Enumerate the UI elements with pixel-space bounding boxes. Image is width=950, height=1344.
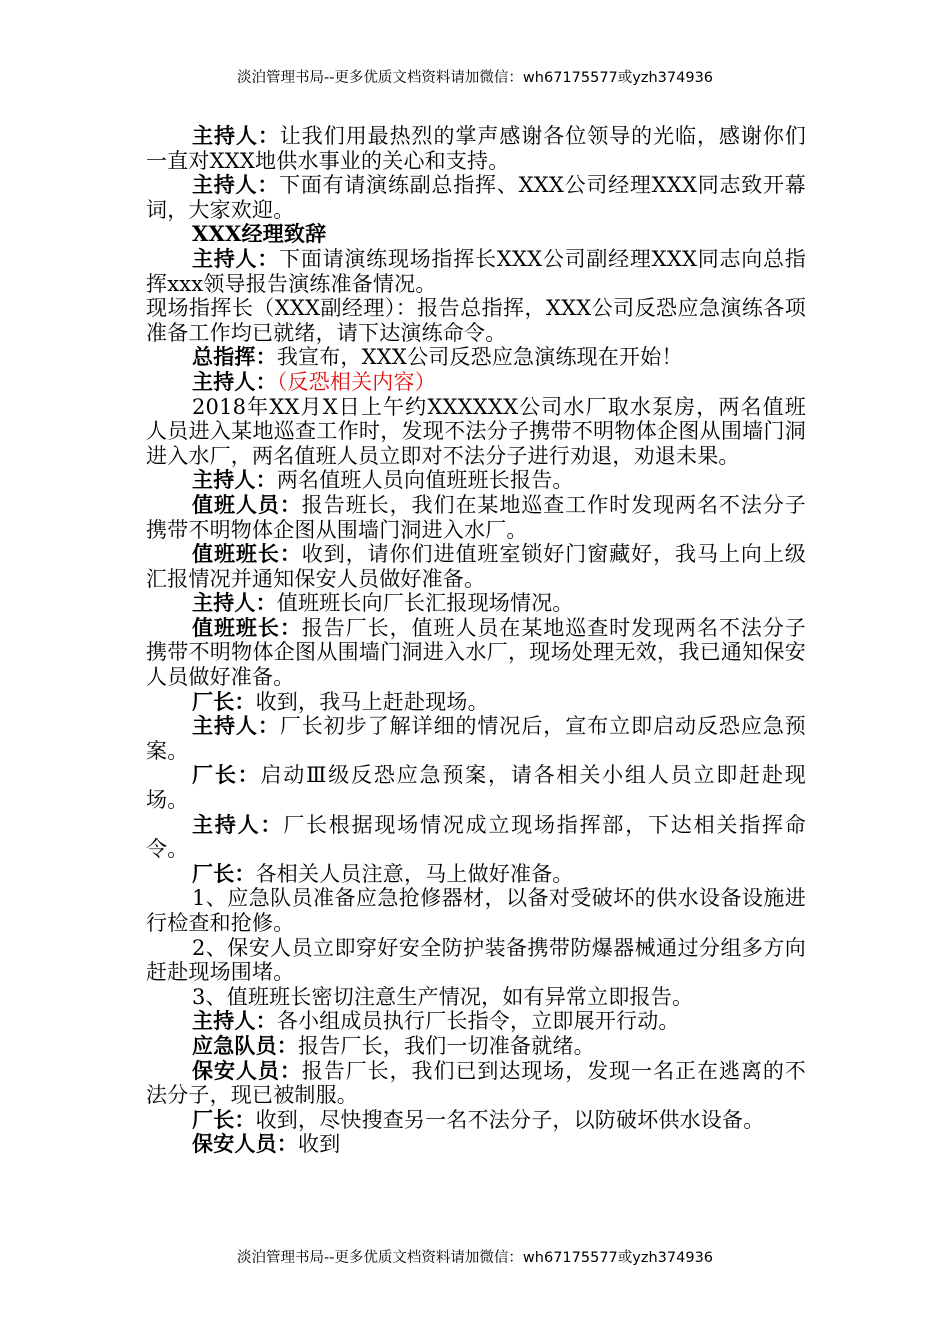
paragraph: [146, 468, 806, 493]
section-title: XXX经理致辞: [192, 221, 327, 247]
speaker-label: 保安人员：: [192, 1131, 298, 1157]
speaker-label: 主持人：: [192, 467, 277, 493]
speech-text: 厂长初步了解详细的情况后，宣布立即启动反恐应急预案。: [146, 714, 806, 763]
speech-text: 下面有请演练副总指挥、XXX公司经理XXX同志致开幕词，大家欢迎。: [146, 173, 806, 222]
speech-text: 我宣布，XXX公司反恐应急演练现在开始！: [276, 345, 683, 370]
speaker-label: 主持人：: [192, 590, 277, 616]
speaker-label: 厂长：: [192, 688, 256, 714]
speech-text: 下面请演练现场指挥长XXX公司副经理XXX同志向总指挥xxx领导报告演练准备情况。: [146, 246, 806, 296]
paragraph: 1、应急队员准备应急抢修器材，以备对受破坏的供水设备设施进行检查和抢修。: [146, 886, 806, 935]
paragraph: [146, 542, 806, 591]
speech-text: 各相关人员注意，马上做好准备。: [255, 861, 574, 886]
paragraph: 2018年XX月X日上午约XXXXXX公司水厂取水泵房，两名值班人员进入某地巡查工作时，发现不法分子携带不明物体企图从围墙门洞进入水厂，两名值班人员立即对不法分子进行劝退，劝退未果。: [146, 394, 806, 468]
speech-text: 各小组成员执行厂长指令，立即展开行动。: [276, 1009, 680, 1034]
speaker-label: 厂长：: [192, 860, 256, 886]
paragraph: 3、值班班长密切注意生产情况，如有异常立即报告。: [192, 984, 694, 1009]
speaker-label: 值班人员：: [192, 491, 302, 517]
speech-text: 报告厂长，我们已到达现场，发现一名正在逃离的不法分子，现已被制服。: [146, 1058, 806, 1108]
speaker-label: 主持人：: [192, 713, 280, 739]
speaker-label: 厂长：: [192, 762, 261, 788]
document-body: [146, 124, 806, 1157]
page-header: 淡泊管理书局--更多优质文档资料请加微信：wh67175577或yzh374936: [236, 70, 714, 86]
speaker-label: 值班班长：: [192, 541, 302, 567]
paragraph: [146, 1034, 806, 1059]
speech-text: 让我们用最热烈的掌声感谢各位领导的光临，感谢你们一直对XXX地供水事业的关心和支持。: [146, 124, 806, 173]
paragraph: [146, 124, 806, 173]
speaker-label: 主持人：: [192, 811, 284, 837]
speaker-label: 保安人员：: [192, 1057, 302, 1083]
speech-text: 厂长根据现场情况成立现场指挥部，下达相关指挥命令。: [146, 812, 806, 862]
paragraph: 现场指挥长（XXX副经理）：报告总指挥，XXX公司反恐应急演练各项准备工作均已就绪，请下达演练命令。: [146, 296, 806, 345]
paragraph: [146, 813, 806, 862]
page-footer: 淡泊管理书局--更多优质文档资料请加微信：wh67175577或yzh374936: [236, 1250, 714, 1266]
speech-text: 报告厂长，值班人员在某地巡查时发现两名不法分子携带不明物体企图从围墙门洞进入水厂，现场处理无效，我已通知保安人员做好准备。: [146, 615, 806, 690]
paragraph: [146, 616, 806, 690]
speech-text: 报告厂长，我们一切准备就绪。: [298, 1033, 595, 1058]
paragraph: [146, 345, 806, 370]
speaker-label: 主持人：: [192, 123, 280, 148]
speaker-label: 厂长：: [192, 1106, 256, 1132]
speech-text: 两名值班人员向值班班长报告。: [276, 468, 574, 493]
highlighted-note: （反恐相关内容）: [276, 369, 436, 394]
speech-text: 收到: [298, 1132, 341, 1157]
paragraph: [146, 1108, 806, 1133]
paragraph: [146, 862, 806, 887]
paragraph: 2、保安人员立即穿好安全防护装备携带防爆器械通过分组多方向赶赴现场围堵。: [146, 935, 806, 985]
speech-text: 收到，我马上赶赴现场。: [255, 689, 489, 714]
speaker-label: 主持人：: [192, 368, 277, 394]
speech-text: 收到，请你们进值班室锁好门窗藏好，我马上向上级汇报情况并通知保安人员做好准备。: [146, 542, 806, 591]
paragraph: [146, 173, 806, 222]
speech-text: 值班班长向厂长汇报现场情况。: [276, 591, 574, 616]
paragraph: [146, 1059, 806, 1108]
speaker-label: 总指挥：: [192, 344, 277, 370]
speech-text: 启动Ⅲ级反恐应急预案，请各相关小组人员立即赶赴现场。: [146, 763, 806, 813]
speaker-label: 值班班长：: [192, 614, 302, 640]
paragraph: [146, 714, 806, 763]
paragraph: [146, 493, 806, 542]
speaker-label: 主持人：: [192, 172, 280, 198]
paragraph: [146, 690, 806, 715]
paragraph: [146, 1132, 806, 1157]
speech-text: 报告班长，我们在某地巡查工作时发现两名不法分子携带不明物体企图从围墙门洞进入水厂。: [146, 492, 806, 542]
paragraph: [146, 591, 806, 616]
paragraph: [146, 247, 806, 296]
speech-text: 收到，尽快搜查另一名不法分子，以防破坏供水设备。: [255, 1107, 765, 1132]
speaker-label: 主持人：: [192, 245, 280, 271]
paragraph: [146, 370, 806, 395]
speaker-label: 主持人：: [192, 1008, 277, 1034]
speaker-label: 应急队员：: [192, 1032, 298, 1058]
paragraph: [146, 763, 806, 812]
paragraph: [146, 1009, 806, 1034]
